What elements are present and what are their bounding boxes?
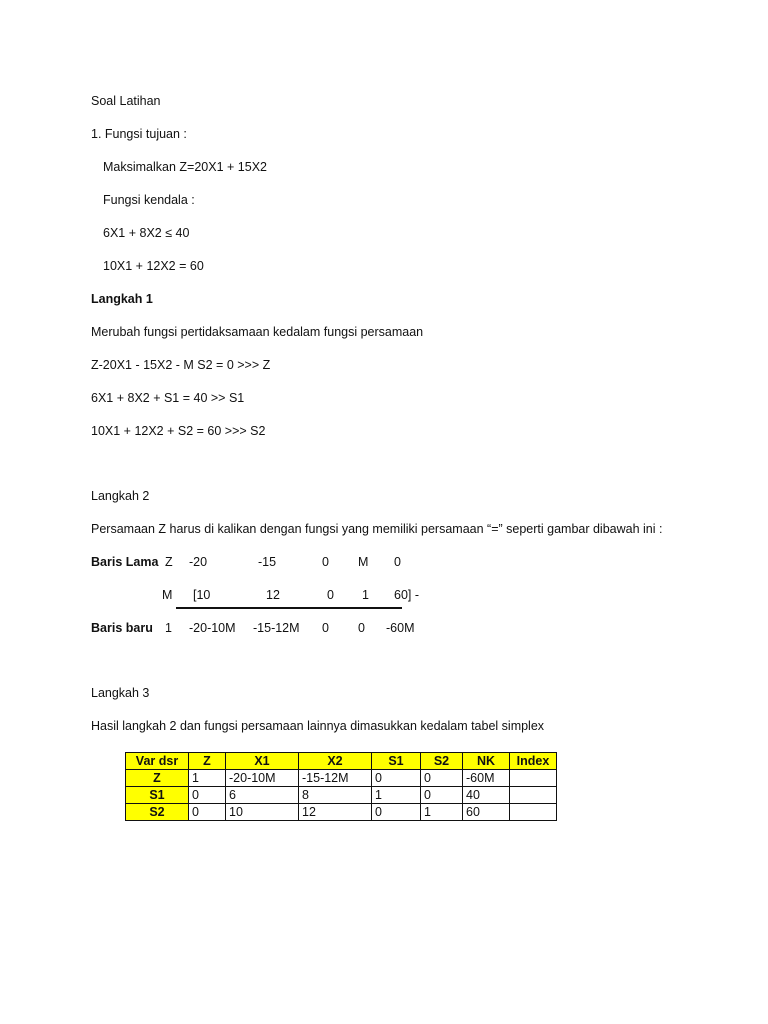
table-cell: 12 [299, 804, 372, 821]
column-header: NK [463, 753, 510, 770]
step2-heading: Langkah 2 [91, 489, 150, 503]
problem-heading: 1. Fungsi tujuan : [91, 127, 187, 141]
constraint-2: 10X1 + 12X2 = 60 [103, 259, 204, 273]
row-header: Z [126, 770, 189, 787]
table-cell: -60M [463, 770, 510, 787]
constraints-label: Fungsi kendala : [103, 193, 195, 207]
new-row-cell: -15-12M [253, 621, 300, 635]
table-cell: 6 [226, 787, 299, 804]
table-cell [510, 787, 557, 804]
simplex-table [125, 752, 557, 821]
table-cell: -15-12M [299, 770, 372, 787]
step1-eq3: 10X1 + 12X2 + S2 = 60 >>> S2 [91, 424, 266, 438]
table-header-row [126, 753, 557, 770]
old-row-cell: Z [165, 555, 173, 569]
new-row-cell: 0 [358, 621, 365, 635]
step1-heading: Langkah 1 [91, 292, 153, 306]
table-cell: 0 [372, 804, 421, 821]
row-header: S2 [126, 804, 189, 821]
table-cell: 1 [372, 787, 421, 804]
column-header: Index [510, 753, 557, 770]
row-header: S1 [126, 787, 189, 804]
step2-text: Persamaan Z harus di kalikan dengan fungsi yang memiliki persamaan “=” seperti gambar dibawah ini : [91, 522, 663, 536]
table-cell: 40 [463, 787, 510, 804]
step1-eq1: Z-20X1 - 15X2 - M S2 = 0 >>> Z [91, 358, 271, 372]
table-cell: 1 [189, 770, 226, 787]
column-header: S1 [372, 753, 421, 770]
mult-row-cell: 12 [266, 588, 280, 602]
column-header: S2 [421, 753, 463, 770]
table-row [126, 770, 557, 787]
table-cell: 0 [372, 770, 421, 787]
page-title: Soal Latihan [91, 94, 161, 108]
old-row-cell: 0 [394, 555, 401, 569]
objective-function: Maksimalkan Z=20X1 + 15X2 [103, 160, 267, 174]
table-cell: 8 [299, 787, 372, 804]
table-row [126, 787, 557, 804]
table-cell: 10 [226, 804, 299, 821]
old-row-cell: -15 [258, 555, 277, 569]
table-cell: 0 [421, 770, 463, 787]
table-cell: 1 [421, 804, 463, 821]
step3-heading: Langkah 3 [91, 686, 150, 700]
old-row-cell: 0 [322, 555, 329, 569]
new-row-cell: 1 [165, 621, 172, 635]
new-row-label: Baris baru [91, 621, 153, 635]
column-header: X1 [226, 753, 299, 770]
table-cell: 0 [421, 787, 463, 804]
step1-eq2: 6X1 + 8X2 + S1 = 40 >> S1 [91, 391, 245, 405]
mult-row-cell: M [162, 588, 173, 602]
table-cell: 0 [189, 804, 226, 821]
new-row-cell: -60M [386, 621, 415, 635]
table-cell: 0 [189, 787, 226, 804]
table-row [126, 804, 557, 821]
new-row-cell: 0 [322, 621, 329, 635]
mult-row-cell: 0 [327, 588, 334, 602]
column-header: Z [189, 753, 226, 770]
subtraction-line [176, 607, 402, 609]
table-cell [510, 804, 557, 821]
table-cell: 60 [463, 804, 510, 821]
step1-text: Merubah fungsi pertidaksamaan kedalam fungsi persamaan [91, 325, 424, 339]
column-header: X2 [299, 753, 372, 770]
old-row-label: Baris Lama [91, 555, 159, 569]
old-row-cell: -20 [189, 555, 208, 569]
table-cell [510, 770, 557, 787]
constraint-1: 6X1 + 8X2 ≤ 40 [103, 226, 190, 240]
mult-row-cell: [10 [193, 588, 211, 602]
step3-text: Hasil langkah 2 dan fungsi persamaan lainnya dimasukkan kedalam tabel simplex [91, 719, 545, 733]
mult-row-cell: 60] - [394, 588, 420, 602]
table-cell: -20-10M [226, 770, 299, 787]
mult-row-cell: 1 [362, 588, 369, 602]
old-row-cell: M [358, 555, 369, 569]
column-header: Var dsr [126, 753, 189, 770]
new-row-cell: -20-10M [189, 621, 236, 635]
